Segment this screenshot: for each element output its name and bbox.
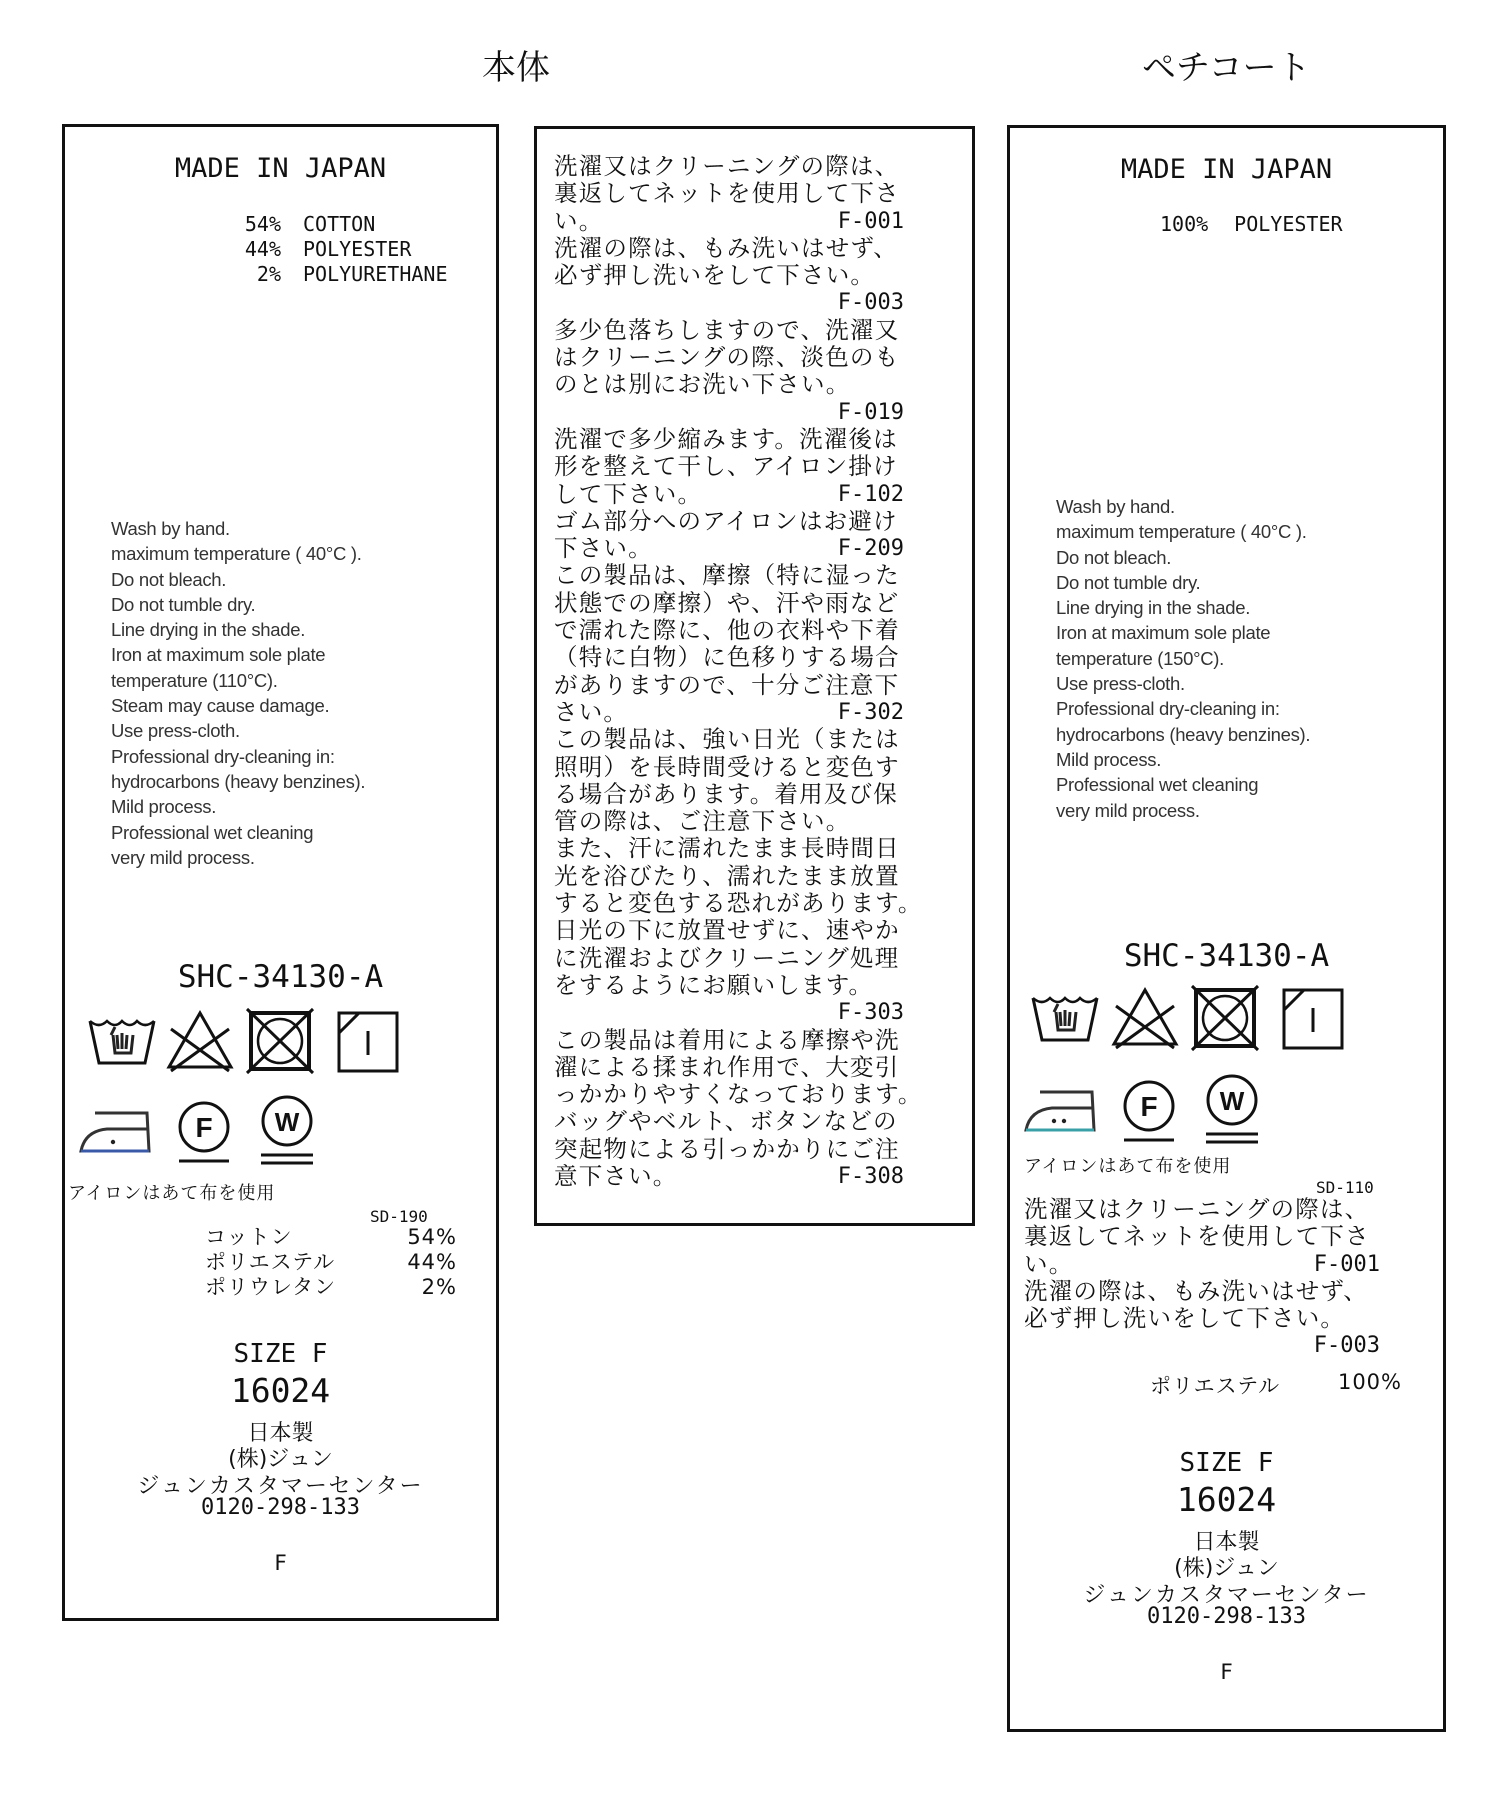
notice-line: 必ず押し洗いをして下さい。 xyxy=(1024,1304,1346,1333)
notice-line: 管の際は、ご注意下さい。 xyxy=(554,807,851,836)
notice-line: 形を整えて干し、アイロン掛け xyxy=(554,452,898,481)
dry-clean-f-icon xyxy=(175,1099,233,1167)
iron-medium-temp-icon xyxy=(1022,1088,1098,1132)
product-code: SHC-34130-A xyxy=(1123,938,1330,974)
notice-line: に洗濯およびクリーニング処理 xyxy=(554,943,900,972)
notice-line: 下さい。 F-209 xyxy=(554,534,904,563)
notice-line: 日光の下に放置せずに、速やか xyxy=(554,916,900,945)
iron-low-temp-icon xyxy=(77,1109,153,1153)
notice-line: この製品は着用による摩擦や洗 xyxy=(554,1025,900,1054)
origin: 日本製 xyxy=(1193,1530,1260,1555)
composition-jp-row: ポリウレタン 2% xyxy=(205,1275,457,1299)
notice-line: がありますので、十分ご注意下 xyxy=(554,670,900,699)
notice-line: をするようにお願いします。 xyxy=(554,970,874,999)
sd-code: SD-110 xyxy=(1316,1178,1374,1197)
notice-line: さい。 F-302 xyxy=(554,697,904,726)
product-code: SHC-34130-A xyxy=(177,959,384,995)
notice-line: ゴム部分へのアイロンはお避け xyxy=(554,506,898,535)
notice-line: 洗濯又はクリーニングの際は、 xyxy=(554,152,900,180)
composition-jp-row: コットン 54% xyxy=(205,1225,457,1249)
petticoat-care-label xyxy=(1007,125,1446,1732)
notice-line: 裏返してネットを使用して下さ xyxy=(554,179,900,208)
iron-press-cloth-note: アイロンはあて布を使用 xyxy=(68,1183,276,1204)
notice-line: F-003 xyxy=(1313,1333,1380,1359)
product-number: 16024 xyxy=(1176,1480,1277,1519)
notice-line: F-019 xyxy=(837,399,904,425)
phone-number: 0120-298-133 xyxy=(1147,1604,1306,1629)
composition-jp-row: ポリエステル 100% xyxy=(1150,1370,1402,1398)
notice-line: 照明）を長時間受けると変色す xyxy=(554,752,900,781)
composition-jp-row: ポリエステル 44% xyxy=(205,1250,457,1274)
notice-line: 光を浴びたり、濡れたまま放置 xyxy=(554,861,900,890)
notice-line: っかかりやすくなっております。 xyxy=(554,1080,923,1109)
section-title-main-body: 本体 xyxy=(482,48,550,88)
notice-line: 洗濯又はクリーニングの際は、 xyxy=(1024,1195,1370,1223)
sd-code: SD-190 xyxy=(370,1207,428,1226)
care-instructions-en: Wash by hand. maximum temperature ( 40°C ). Do not bleach. Do not tumble dry. Line drying in the shade. Iron at maximum sole plate temperature (110°C). Steam may cause damage. Use press-cloth. Professional dry-cleaning in: hydrocarbons (heavy benzines). Mild process. Professional wet cleaning very mild process. xyxy=(111,518,366,868)
notice-line: して下さい。 F-102 xyxy=(554,479,904,508)
made-in-japan: MADE IN JAPAN xyxy=(174,153,387,184)
notice-line: る場合があります。着用及び保 xyxy=(554,779,898,808)
notice-line: のとは別にお洗い下さい。 xyxy=(554,370,851,399)
notice-line: はクリーニングの際、淡色のも xyxy=(554,343,900,372)
notice-line: F-303 xyxy=(837,1000,904,1026)
notice-line: 多少色落ちしますので、洗濯又 xyxy=(554,315,900,344)
care-notice-label xyxy=(534,126,975,1226)
notice-line: 裏返してネットを使用して下さ xyxy=(1024,1222,1370,1251)
size: SIZE F xyxy=(233,1339,328,1369)
notice-line: すると変色する恐れがあります。 xyxy=(554,889,923,918)
composition-row: 54% COTTON xyxy=(244,212,376,236)
product-number: 16024 xyxy=(230,1371,331,1410)
notice-line: 洗濯で多少縮みます。洗濯後は xyxy=(554,424,898,453)
notice-line: 濯による揉まれ作用で、大変引 xyxy=(554,1052,900,1081)
composition-row: 44% POLYESTER xyxy=(244,237,412,261)
composition-pct: 100% xyxy=(1160,212,1209,236)
svg-text:W: W xyxy=(274,1107,300,1137)
company-name: (株)ジュン xyxy=(1174,1556,1279,1581)
made-in-japan: MADE IN JAPAN xyxy=(1120,154,1333,185)
customer-center: ジュンカスタマーセンター xyxy=(137,1474,424,1499)
no-bleach-icon xyxy=(165,1009,235,1073)
care-instructions-en: Wash by hand. maximum temperature ( 40°C ). Do not bleach. Do not tumble dry. Line drying in the shade. Iron at maximum sole plate temperature (150°C). Use press-cloth. Professional dry-cleaning in: hydrocarbons (heavy benzines). Mild process. Professional wet cleaning very mild process. xyxy=(1056,496,1311,821)
section-title-petticoat: ペチコート xyxy=(1142,48,1311,88)
composition-fiber: POLYESTER xyxy=(1234,212,1343,236)
notice-line: この製品は、強い日光（または xyxy=(554,725,900,754)
customer-center: ジュンカスタマーセンター xyxy=(1083,1583,1370,1608)
company-name: (株)ジュン xyxy=(228,1447,333,1472)
notice-line: F-003 xyxy=(837,290,904,316)
notice-line: この製品は、摩擦（特に湿った xyxy=(554,561,900,590)
notice-line: また、汗に濡れたまま長時間日 xyxy=(554,834,900,863)
no-bleach-icon xyxy=(1110,986,1180,1050)
notice-line: で濡れた際に、他の衣料や下着 xyxy=(554,616,900,645)
wet-clean-w-icon xyxy=(1202,1072,1262,1150)
notice-line: 意下さい。 F-308 xyxy=(554,1161,904,1190)
hand-wash-icon xyxy=(87,1013,157,1069)
no-tumble-dry-icon xyxy=(245,1007,315,1075)
svg-text:F: F xyxy=(195,1112,213,1143)
composition-en xyxy=(1160,212,1343,236)
notice-line: 洗濯の際は、もみ洗いはせず、 xyxy=(1024,1276,1368,1305)
composition-row: 2% POLYURETHANE xyxy=(256,262,448,286)
size: SIZE F xyxy=(1179,1448,1274,1478)
composition-jp xyxy=(205,1225,457,1300)
composition-en xyxy=(215,212,448,287)
no-tumble-dry-icon xyxy=(1190,984,1260,1052)
notice-line: 必ず押し洗いをして下さい。 xyxy=(554,261,876,290)
dry-clean-f-icon xyxy=(1120,1078,1178,1146)
notice-line: 突起物による引っかかりにご注 xyxy=(554,1134,900,1163)
size-mark: F xyxy=(274,1551,287,1575)
care-notice-list xyxy=(554,152,923,1190)
main-body-care-label xyxy=(62,124,499,1621)
notice-line: バッグやベルト、ボタンなどの xyxy=(554,1107,898,1136)
notice-line: い。 F-001 xyxy=(1024,1249,1380,1278)
phone-number: 0120-298-133 xyxy=(201,1495,360,1520)
svg-text:F: F xyxy=(1140,1091,1158,1122)
svg-text:W: W xyxy=(1219,1086,1245,1116)
hand-wash-icon xyxy=(1030,990,1100,1046)
notice-line: い。 F-001 xyxy=(554,206,904,235)
notice-line: （特に白物）に色移りする場合 xyxy=(554,643,900,672)
origin: 日本製 xyxy=(247,1421,314,1446)
notice-line: 洗濯の際は、もみ洗いはせず、 xyxy=(554,233,898,262)
notice-line: 状態での摩擦）や、汗や雨など xyxy=(554,588,900,617)
wet-clean-w-icon xyxy=(257,1093,317,1171)
size-mark: F xyxy=(1220,1660,1233,1684)
iron-press-cloth-note: アイロンはあて布を使用 xyxy=(1024,1156,1232,1177)
line-dry-shade-icon xyxy=(1282,988,1344,1050)
care-notice-list xyxy=(1024,1196,1380,1360)
line-dry-shade-icon xyxy=(337,1011,399,1073)
